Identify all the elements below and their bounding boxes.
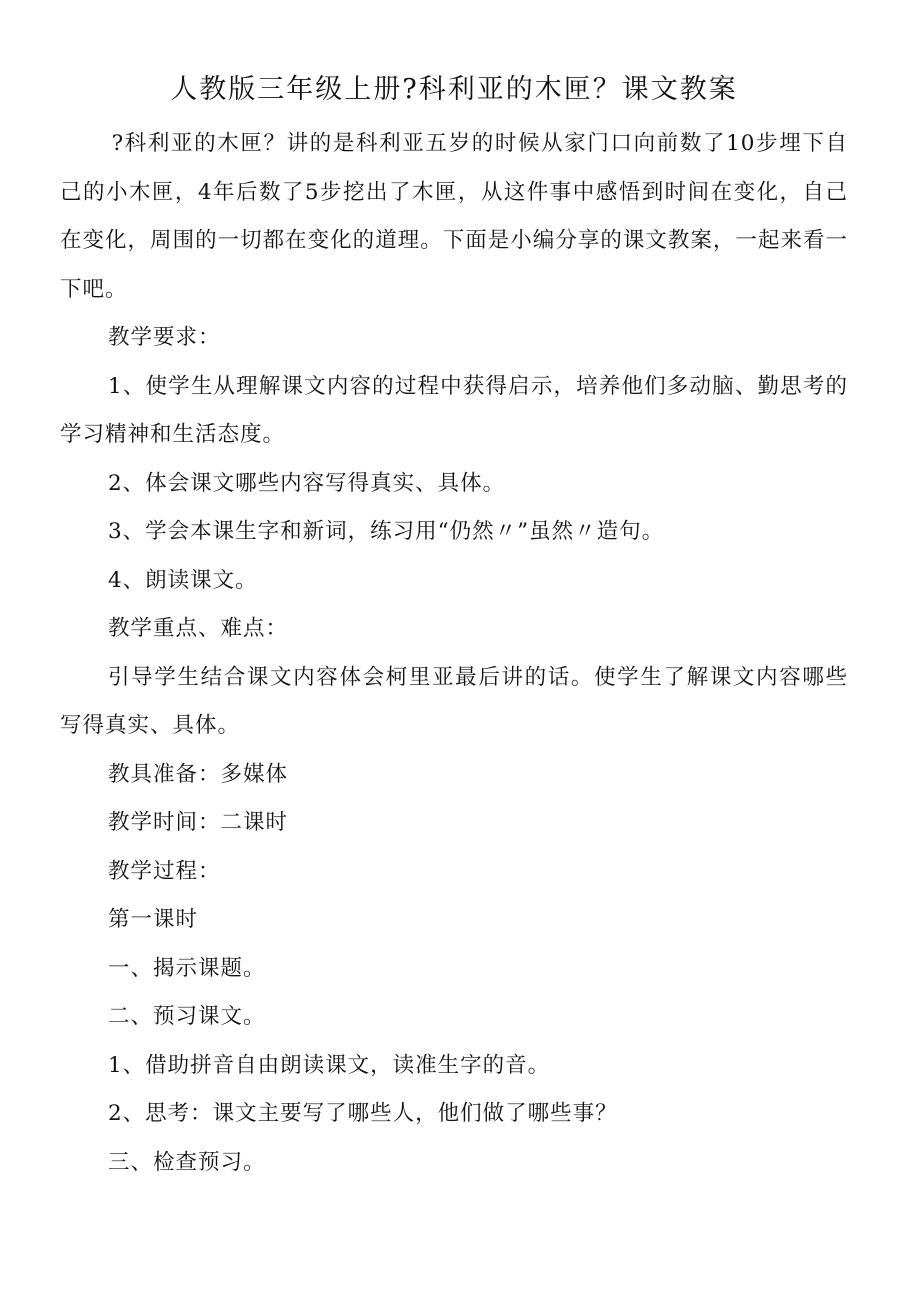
teaching-time: 教学时间：二课时 [108, 810, 289, 835]
document-body [60, 120, 848, 1187]
step-1: 一、揭示课题。 [108, 955, 266, 981]
step-3: 三、检查预习。 [108, 1149, 266, 1175]
key-points-text: 引导学生结合课文内容体会柯里亚最后讲的话。使学生了解课文内容哪些写得真实、具体。 [60, 664, 848, 738]
process-heading: 教学过程： [108, 858, 221, 884]
requirement-2: 2、体会课文哪些内容写得真实、具体。 [108, 470, 506, 496]
document-title: 人教版三年级上册?科利亚的木匣？课文教案 [170, 74, 738, 105]
lesson-1-heading: 第一课时 [108, 907, 199, 932]
requirement-3: 3、学会本课生字和新词，练习用“仍然〃”虽然〃造句。 [108, 519, 665, 544]
intro-paragraph: ?科利亚的木匣？讲的是科利亚五岁的时候从家门口向前数了10步埋下自己的小木匣，4年后数了5步挖出了木匣，从这件事中感悟到时间在变化，自己在变化，周围的一切都在变化的道理。下面是小编分享的课文教案，一起来看一下吧。 [60, 131, 848, 302]
requirement-4: 4、朗读课文。 [108, 567, 258, 593]
step-2: 二、预习课文。 [108, 1004, 266, 1029]
step-2-1: 1、借助拼音自由朗读课文，读准生字的音。 [108, 1052, 551, 1078]
requirements-heading: 教学要求： [108, 325, 221, 350]
key-points-heading: 教学重点、难点： [108, 616, 289, 641]
requirement-1: 1、使学生从理解课文内容的过程中获得启示，培养他们多动脑、勤思考的学习精神和生活态度。 [60, 373, 848, 447]
step-2-2: 2、思考：课文主要写了哪些人，他们做了哪些事？ [108, 1101, 618, 1126]
teaching-tools: 教具准备：多媒体 [108, 761, 289, 787]
